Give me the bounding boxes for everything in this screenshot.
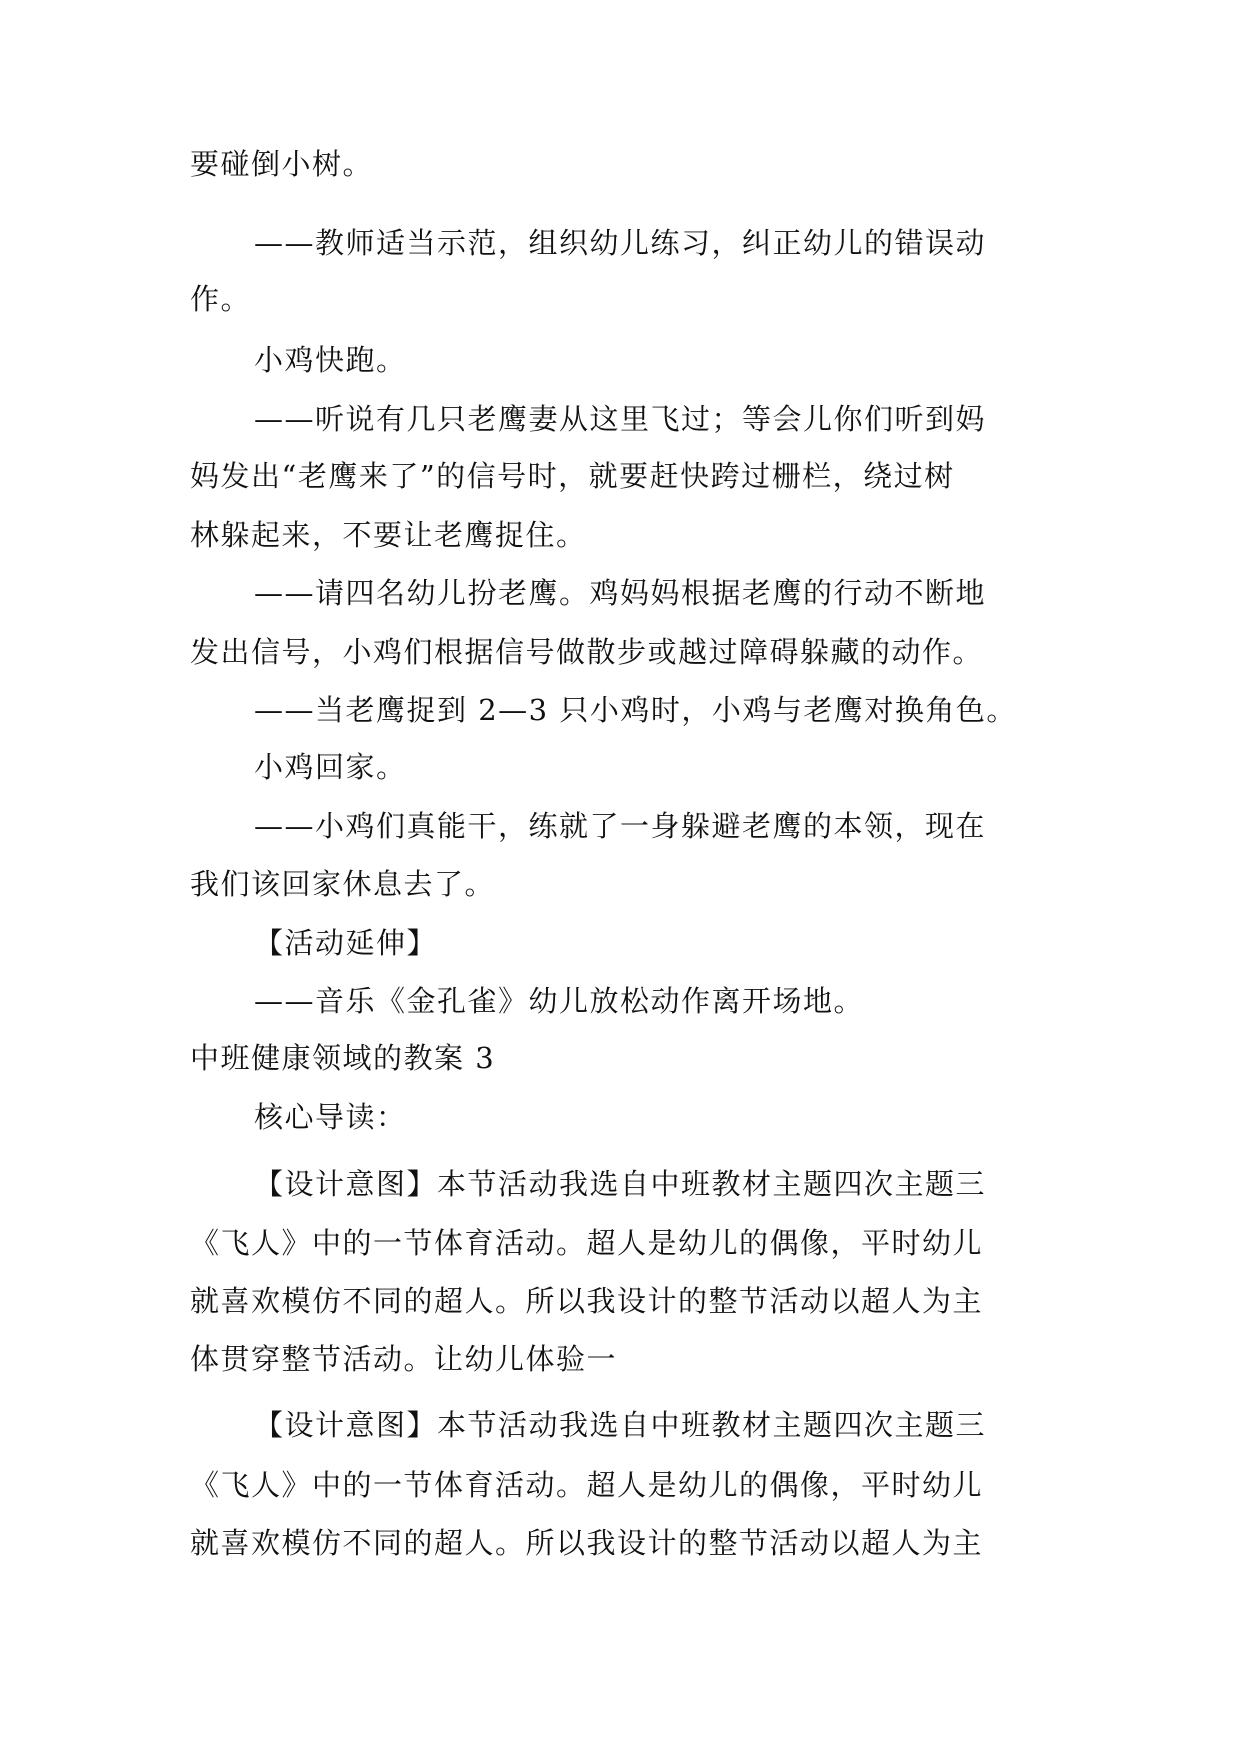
text-line-23: 《飞人》中的一节体育活动。超人是幼儿的偶像，平时幼儿	[190, 1468, 984, 1502]
text-line-21: 体贯穿整节活动。让幼儿体验一	[190, 1342, 618, 1376]
text-line-15: ——音乐《金孔雀》幼儿放松动作离开场地。	[254, 984, 865, 1018]
text-line-9: 发出信号，小鸡们根据信号做散步或越过障碍躲藏的动作。	[190, 635, 984, 669]
text-line-3: 作。	[190, 282, 252, 316]
text-line-12: ——小鸡们真能干，练就了一身躲避老鹰的本领，现在	[254, 809, 987, 843]
text-line-6: 妈发出“老鹰来了”的信号时，就要赶快跨过栅栏，绕过树	[190, 459, 955, 493]
text-line-8: ——请四名幼儿扮老鹰。鸡妈妈根据老鹰的行动不断地	[254, 576, 987, 610]
section-title: 中班健康领域的教案 3	[190, 1041, 496, 1075]
text-line-20: 就喜欢模仿不同的超人。所以我设计的整节活动以超人为主	[190, 1284, 984, 1318]
text-line-2: ——教师适当示范，组织幼儿练习，纠正幼儿的错误动	[254, 226, 987, 260]
text-line-11: 小鸡回家。	[254, 750, 407, 784]
text-line-17: 核心导读：	[254, 1100, 407, 1134]
text-line-7: 林躲起来，不要让老鹰捉住。	[190, 518, 587, 552]
text-line-19: 《飞人》中的一节体育活动。超人是幼儿的偶像，平时幼儿	[190, 1226, 984, 1260]
text-line-18: 【设计意图】本节活动我选自中班教材主题四次主题三	[254, 1167, 987, 1201]
section-heading-activity-extension: 【活动延伸】	[254, 926, 438, 960]
text-line-24: 就喜欢模仿不同的超人。所以我设计的整节活动以超人为主	[190, 1526, 984, 1560]
text-line-1: 要碰倒小树。	[190, 147, 374, 181]
text-line-5: ——听说有几只老鹰妻从这里飞过；等会儿你们听到妈	[254, 402, 987, 436]
text-line-4: 小鸡快跑。	[254, 343, 407, 377]
text-line-13: 我们该回家休息去了。	[190, 867, 496, 901]
text-line-10: ——当老鹰捉到 2—3 只小鸡时，小鸡与老鹰对换角色。	[254, 693, 1017, 727]
text-line-22: 【设计意图】本节活动我选自中班教材主题四次主题三	[254, 1408, 987, 1442]
